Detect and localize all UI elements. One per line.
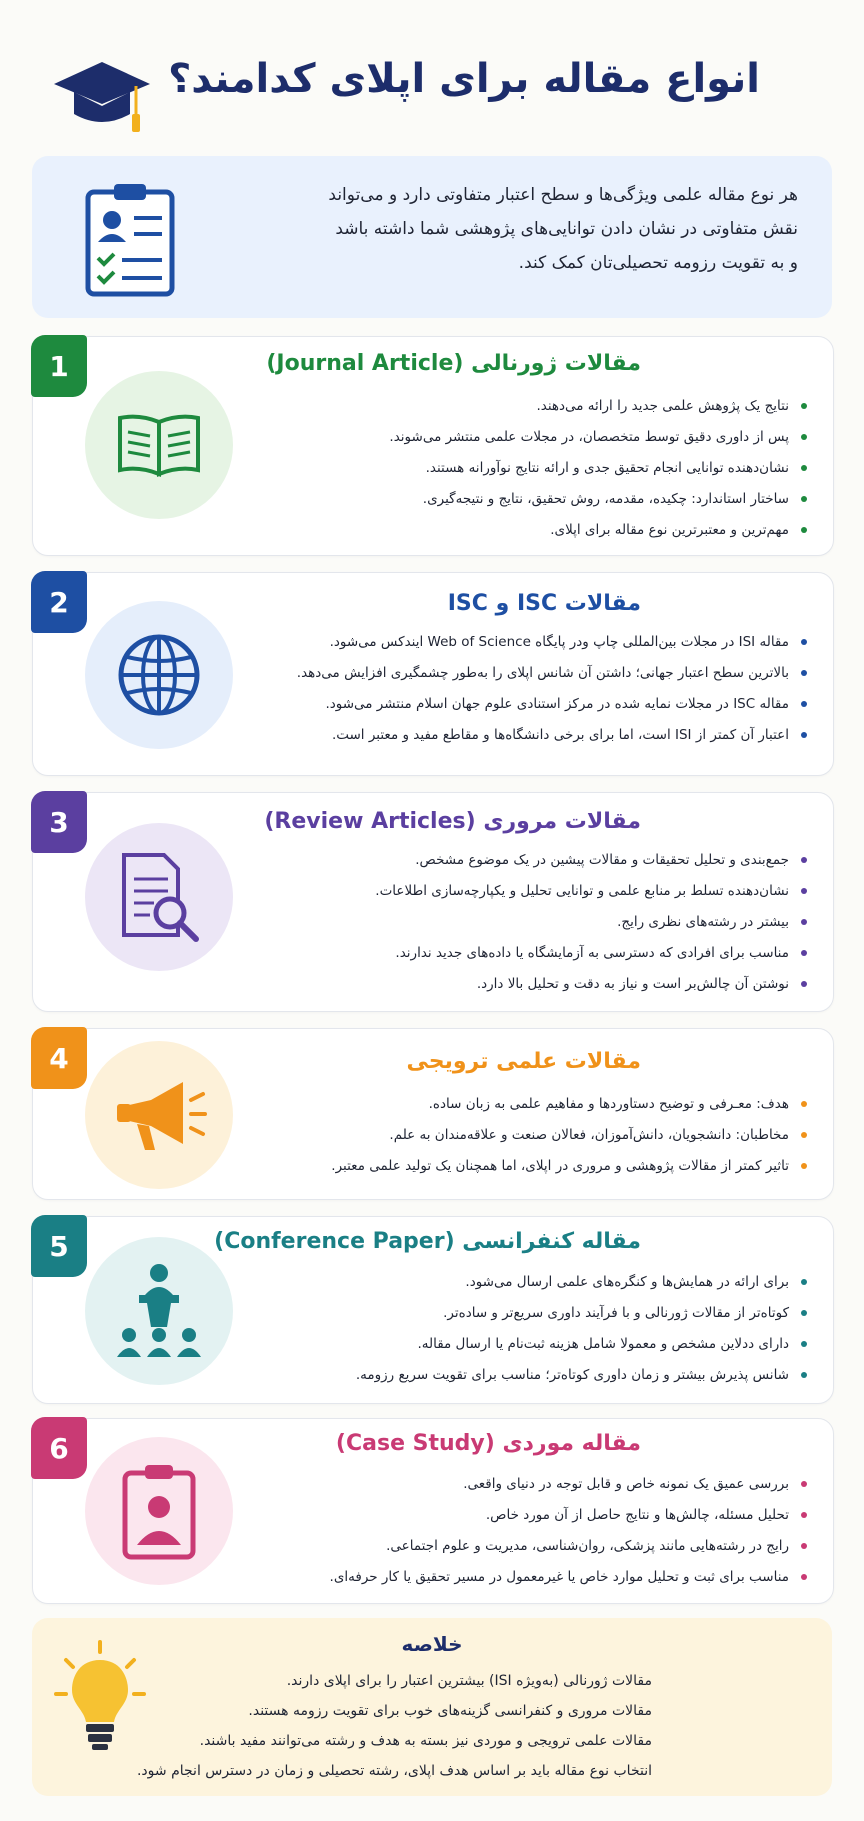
list-item-text: تحلیل مسئله، چالش‌ها و نتایج حاصل از آن مورد خاص.	[485, 1507, 789, 1523]
card-number-badge: 4	[31, 1027, 87, 1089]
list-item-text: اعتبار آن کمتر از ISI است، اما برای برخی دانشگاه‌ها و مقاطع مفید و معتبر است.	[331, 727, 789, 743]
list-item	[259, 658, 807, 689]
card-title: مقالات ژورنالی (Journal Article)	[266, 351, 641, 376]
open-book-icon	[114, 410, 204, 480]
card-title: مقالات ISC و ISC	[447, 591, 641, 616]
bullet-dot	[801, 1101, 807, 1107]
intro-line: نقش متفاوتی در نشان دادن توانایی‌های پژوهشی شما داشته باشد	[335, 219, 798, 239]
intro-text	[218, 178, 798, 280]
list-item-text: نشان‌دهنده تسلط بر منابع علمی و توانایی تحلیل و یکپارچه‌سازی اطلاعات.	[375, 883, 789, 899]
summary-panel	[32, 1618, 832, 1796]
bullet-dot	[801, 1341, 807, 1347]
list-item-text: جمع‌بندی و تحلیل تحقیقات و مقالات پیشین در یک موضوع مشخص.	[415, 852, 789, 868]
list-item-text: هدف: معـرفی و توضیح دستاوردها و مفاهیم علمی به زبان ساده.	[428, 1096, 789, 1112]
bullet-dot	[801, 639, 807, 645]
bullet-dot	[801, 1372, 807, 1378]
icon-circle	[85, 1437, 233, 1585]
list-item	[259, 876, 807, 907]
summary-item: مقالات مروری و کنفرانسی گزینه‌های خوب برای تقویت رزومه هستند.	[248, 1703, 652, 1719]
summary-title: خلاصه	[401, 1632, 463, 1656]
list-item-text: نتایج یک پژوهش علمی جدید را ارائه می‌دهند.	[536, 398, 789, 414]
page-title: انواع مقاله برای اپلای کدامند؟	[168, 56, 760, 102]
icon-circle	[85, 823, 233, 971]
card-number-badge: 1	[31, 335, 87, 397]
list-item	[259, 453, 807, 484]
card-number-badge: 2	[31, 571, 87, 633]
list-item	[259, 1120, 807, 1151]
bullet-list	[259, 627, 807, 751]
list-item	[259, 969, 807, 1000]
card-case-study	[32, 1418, 834, 1604]
graduation-cap-icon	[50, 58, 154, 138]
list-item-text: نوشتن آن چالش‌بر است و نیاز به دقت و تحلیل بالا دارد.	[476, 976, 789, 992]
list-item-text: بیشتر در رشته‌های نظری رایج.	[617, 914, 789, 930]
list-item-text: مناسب برای افرادی که دسترسی به آزمایشگاه یا داده‌های جدید ندارند.	[395, 945, 789, 961]
list-item-text: مقاله ISC در مجلات نمایه شده در مرکز استنادی علوم جهان اسلام منتشر می‌شود.	[325, 696, 789, 712]
list-item	[259, 689, 807, 720]
list-item	[259, 1151, 807, 1182]
document-search-icon	[114, 849, 204, 945]
list-item	[259, 1531, 807, 1562]
bullet-list	[259, 845, 807, 1000]
bullet-dot	[801, 527, 807, 533]
card-review-articles	[32, 792, 834, 1012]
list-item-text: تاثیر کمتر از مقالات پژوهشی و مروری در اپلای، اما همچنان یک تولید علمی معتبر.	[331, 1158, 789, 1174]
bullet-dot	[801, 434, 807, 440]
list-item	[259, 1298, 807, 1329]
bullet-dot	[801, 919, 807, 925]
summary-item: انتخاب نوع مقاله باید بر اساس هدف اپلای، رشته تحصیلی و زمان در دسترس انجام شود.	[136, 1763, 652, 1779]
summary-item: مقالات علمی ترویجی و موردی نیز بسته به هدف و رشته می‌توانند مفید باشند.	[199, 1733, 652, 1749]
bullet-dot	[801, 465, 807, 471]
megaphone-icon	[111, 1070, 207, 1160]
list-item-text: پس از داوری دقیق توسط متخصصان، در مجلات علمی منتشر می‌شوند.	[389, 429, 789, 445]
list-item	[259, 1267, 807, 1298]
card-number-badge: 6	[31, 1417, 87, 1479]
bullet-dot	[801, 732, 807, 738]
card-number-badge: 3	[31, 791, 87, 853]
icon-circle	[85, 1041, 233, 1189]
list-item-text: نشان‌دهنده توانایی انجام تحقیق جدی و ارائه نتایج نوآورانه هستند.	[425, 460, 789, 476]
list-item	[259, 1469, 807, 1500]
bullet-dot	[801, 496, 807, 502]
list-item	[259, 627, 807, 658]
card-number-badge: 5	[31, 1215, 87, 1277]
bullet-dot	[801, 1163, 807, 1169]
card-title: مقاله کنفرانسی (Conference Paper)	[214, 1229, 641, 1254]
card-title: مقالات علمی ترویجی	[406, 1049, 641, 1074]
intro-panel	[32, 156, 832, 318]
icon-circle	[85, 1237, 233, 1385]
bullet-list	[259, 1267, 807, 1391]
list-item	[259, 845, 807, 876]
card-isi-isc	[32, 572, 834, 776]
list-item	[259, 938, 807, 969]
bullet-list	[259, 391, 807, 546]
bullet-dot	[801, 1543, 807, 1549]
list-item-text: کوتاه‌تر از مقالات ژورنالی و با فرآیند داوری سریع‌تر و ساده‌تر.	[443, 1305, 789, 1321]
card-popular-science	[32, 1028, 834, 1200]
profile-clipboard-icon	[119, 1461, 199, 1561]
bullet-dot	[801, 981, 807, 987]
list-item	[259, 422, 807, 453]
bullet-dot	[801, 1132, 807, 1138]
bullet-dot	[801, 1310, 807, 1316]
intro-line: هر نوع مقاله علمی ویژگی‌ها و سطح اعتبار متفاوتی دارد و می‌تواند	[328, 185, 798, 205]
bullet-list	[259, 1469, 807, 1593]
icon-circle	[85, 371, 233, 519]
summary-list	[136, 1666, 652, 1786]
bullet-list	[259, 1089, 807, 1182]
list-item	[259, 720, 807, 751]
bullet-dot	[801, 1481, 807, 1487]
list-item-text: ساختار استاندارد: چکیده، مقدمه، روش تحقیق، نتایج و نتیجه‌گیری.	[422, 491, 789, 507]
bullet-dot	[801, 1512, 807, 1518]
icon-circle	[85, 601, 233, 749]
list-item-text: بالاترین سطح اعتبار جهانی؛ داشتن آن شانس اپلای را به‌طور چشمگیری افزایش می‌دهد.	[296, 665, 789, 681]
card-journal-article	[32, 336, 834, 556]
list-item-text: مخاطبان: دانشجویان، دانش‌آموزان، فعالان صنعت و علاقه‌مندان به علم.	[389, 1127, 789, 1143]
list-item	[259, 907, 807, 938]
list-item-text: شانس پذیرش بیشتر و زمان داوری کوتاه‌تر؛ مناسب برای تقویت سریع رزومه.	[355, 1367, 789, 1383]
card-title: مقالات مروری (Review Articles)	[264, 809, 641, 834]
light-bulb-icon	[52, 1638, 148, 1758]
bullet-dot	[801, 1279, 807, 1285]
card-title: مقاله موردی (Case Study)	[335, 1431, 641, 1456]
list-item	[259, 515, 807, 546]
bullet-dot	[801, 950, 807, 956]
list-item	[259, 1500, 807, 1531]
list-item-text: دارای ددلاین مشخص و معمولا شامل هزینه ثبت‌نام یا ارسال مقاله.	[417, 1336, 789, 1352]
list-item-text: بررسی عمیق یک نمونه خاص و قابل توجه در دنیای واقعی.	[463, 1476, 789, 1492]
bullet-dot	[801, 701, 807, 707]
list-item	[259, 391, 807, 422]
list-item-text: مناسب برای ثبت و تحلیل موارد خاص یا غیرمعمول در مسیر تحقیق یا کار حرفه‌ای.	[329, 1569, 789, 1585]
list-item-text: برای ارائه در همایش‌ها و کنگره‌های علمی ارسال می‌شود.	[465, 1274, 789, 1290]
list-item	[259, 484, 807, 515]
globe-icon	[114, 630, 204, 720]
presenter-audience-icon	[111, 1261, 207, 1361]
summary-item: مقالات ژورنالی (به‌ویژه ISI) بیشترین اعتبار را برای اپلای دارند.	[286, 1673, 652, 1689]
list-item	[259, 1562, 807, 1593]
bullet-dot	[801, 670, 807, 676]
list-item-text: رایج در رشته‌هایی مانند پزشکی، روان‌شناسی، مدیریت و علوم اجتماعی.	[386, 1538, 789, 1554]
clipboard-checklist-icon	[82, 178, 178, 298]
list-item	[259, 1089, 807, 1120]
card-conference-paper	[32, 1216, 834, 1404]
intro-line: و به تقویت رزومه تحصیلی‌تان کمک کند.	[518, 253, 798, 273]
list-item-text: مهم‌ترین و معتبرترین نوع مقاله برای اپلای.	[550, 522, 789, 538]
bullet-dot	[801, 1574, 807, 1580]
bullet-dot	[801, 888, 807, 894]
bullet-dot	[801, 403, 807, 409]
bullet-dot	[801, 857, 807, 863]
list-item	[259, 1329, 807, 1360]
list-item	[259, 1360, 807, 1391]
list-item-text: مقاله ISI در مجلات بین‌المللی چاپ ودر پایگاه Web of Science ایندکس می‌شود.	[329, 634, 789, 650]
